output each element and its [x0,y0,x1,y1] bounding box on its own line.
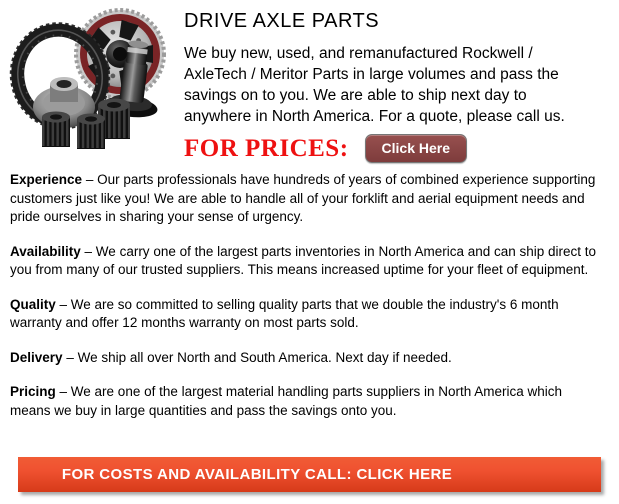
footer-banner[interactable] [18,457,601,492]
section-label: Delivery [10,349,63,365]
section-text: – We carry one of the largest parts inventories in North America and can ship direct to you from many of our trusted suppliers. This means increased uptime for your fleet of equipment. [10,243,597,277]
section-quality [10,296,600,333]
footer-banner-label: FOR COSTS AND AVAILABILITY CALL: CLICK HERE [61,466,453,483]
hero-section [0,0,619,162]
section-label: Pricing [10,384,56,399]
prices-row [184,134,604,163]
section-text: – Our parts professionals have hundreds of years of combined experience supporting customers just like you! We are able to handle all of your forklift and aerial equipment needs and pride ourselves in sharing your sense of urgency. [10,172,596,224]
hero-text-column [182,0,612,163]
drive-axle-parts-photo [6,4,182,156]
section-availability [10,243,600,280]
section-pricing [10,383,600,420]
section-text: – We are so committed to selling quality parts that we double the industry's 6 month warranty and offer 12 months warranty on most parts sold. [10,296,559,330]
section-experience [10,171,600,227]
section-text: – We ship all over North and South America. Next day if needed. [66,349,452,365]
section-label: Experience [10,172,83,187]
page-title: DRIVE AXLE PARTS [184,10,380,32]
section-delivery [10,349,600,368]
section-label: Availability [10,243,81,259]
for-prices-label: FOR PRICES: [184,134,349,162]
parts-photo-container [0,0,182,161]
intro-text: We buy new, used, and remanufactured Rockwell / AxleTech / Meritor Parts in large volumes and pass the savings on to you. We are able to ship next day to anywhere in North America. For a quote, please call us. [184,45,565,125]
section-label: Quality [10,296,56,312]
section-text: – We are one of the largest material handling parts suppliers in North America which means we buy in large quantities and pass the savings onto you. [10,384,563,418]
click-here-button[interactable]: Click Here [365,134,467,163]
info-sections [0,162,619,420]
